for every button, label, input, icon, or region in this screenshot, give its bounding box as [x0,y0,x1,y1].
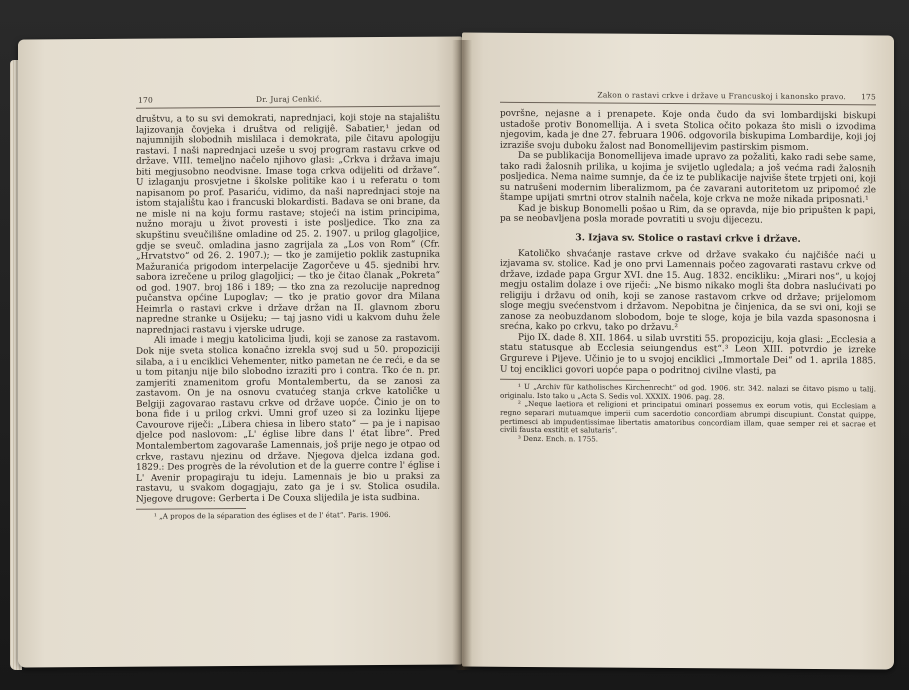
right-paragraph-3: Kad je biskup Bonomelli pošao u Rim, da se opravda, nije bio pripušten k papi, pa se neobavljena posla morade povratiti u svoju dijecezu. [500,203,876,227]
right-running-head [500,90,876,102]
right-footnote-1: ¹ U „Archiv für katholisches Kirchenrecht“ od god. 1906. str. 342. nalazi se čitavo pismo u talij. originalu. Isto tako u „Acta S. Sedis vol. XXXIX. 1906. pag. 28. [500,382,876,402]
left-body-text [136,113,440,522]
right-footnote-3: ³ Denz. Ench. n. 1755. [518,433,598,444]
book-gutter [452,40,472,670]
right-paragraph-2: Da se publikacija Bonomellijeva imade upravo za požaliti, kako radi sebe same, tako radi žalosnih prilika, u kojima je svijetlo ugledala; a još većma radi žalosnih posljedica. Nema naime sumnje, da će iz te publikacije najviše štete trpjeti oni, koji su natrušeni modernim liberalizmom, pa će zavarani autoritetom uz pripomoć zle štampe upijati smrtni otrov stalnih načela, koje crkva ne može nikada priposnati.¹ [500,151,876,206]
left-page [18,36,462,667]
left-head-rule [136,106,440,109]
left-running-title: Dr. Juraj Cenkić. [256,94,323,104]
left-page-number: 170 [138,95,153,105]
section-heading: 3. Izjava sv. Stolice o rastavi crkve i države. [575,232,801,245]
left-paragraph-2: Ali imade i megju katolicima ljudi, koji se zanose za rastavom. Dok nije sveta stolica konačno izrekla svoj sud u 50. propoziciji silaba, a i u enciklici Vehementer, nitko pametan ne će reći, e da se u tom pitanju nije bilo slobodno izraziti pro i contra. Tko će n. pr. zamjeriti znamenitom grofu Montalembertu, da se zanosi za zastavom. On je na osnovu cvatućeg stanja crkve katoličke u Belgiji zagovarao rastavu crkve od države uopće. Činio je on to bona fide i u prilog crkvi. Umni grof uzeo si za lozinku lijepe Cavourove riječi: „Libera chiesa in libero stato“ — pa je i napisao djelce pod naslovom: „L' église libre dans l' état libre“. Pred Montalembertom zagovaraše Lamennais, još prije nego je otpao od crkve, rastavu njezinu od države. Njegova djelca izdana god. 1829.: Des progrès de la révolution et de la guerre contre l' église i L' Avenir propagiraju tu ideju. Lamennais je bio u praksi za rastavu, u svakom dogagjaju, zato ga je i sv. Stolica osudila. Njegove drugove: Gerberta i De Couxa slijedila je ista sudbina. [136,334,440,505]
right-body-text [500,109,876,446]
right-page [462,32,894,669]
right-page-number: 175 [861,92,876,102]
right-paragraph-5: Pijo IX. dade 8. XII. 1864. u silab uvrstiti 55. propoziciju, koja glasi: „Ecclesia a statu statusque ab Ecclesia seiungendus est“.³ Leon XIII. potvrdio je izreke Grgureve i Pijeve. Učinio je to u svojoj enciklici „Immortale Dei“ od 1. aprila 1885. U toj enciklici govori uopće papa o podritnoj civilne vlasti, pa [500,332,876,377]
right-footnote-rule [500,379,650,381]
right-paragraph-4: Katoličko shvaćanje rastave crkve od države svakako ću najčišće naći u izjavama sv. stolice. Kad je ono prvi Lamennais počeo zagovarati rastavu crkve od države, izdade papa Grgur XVI. dne 15. Aug. 1832. encikliku: „Mirari nos“, u kojoj megju ostalim dolaze i ove riječi: „Ne bismo nikako mogli šta dobra naslućivati po religiju i državu od onih, koji se zanose rastavom crkve od države; prijelomom sloge megju svećenstvom i državom. Nepobitna je činjenica, da se svi oni, koji se zanose za neobuzdanom slobodom, boje te sloge, koja je bila vazda spasonosna i srećna, kako po crkvu, tako po državu.² [500,248,876,334]
right-running-title: Zakon o rastavi crkve i države u Francuskoj i kanonsko pravo. [597,90,846,102]
right-head-rule [500,102,876,106]
left-paragraph-1: društvu, a to su svi demokrati, naprednjaci, koji stoje na stajalištu lajizovanja čovjeka i društva od religijê. Sabatier,¹ jedan od najumnijih slobodnih mislilaca i demokrata, pile čitavu apologiju rastavi. I naši naprednjaci uzeše u svoj program rastavu crkve od države. VIII. temeljno načelo njihovo glasi: „Crkva i država imaju biti megjusobno neodvisne. Imase toga crkva odijeliti od države“. U izlaganju prosvjetne i školske politike kao i u referatu o tom napisanom po prof. Pasariću, vidimo, da naši naprednjaci stoje na istom stajalištu kao i francuski blokardisti. Badava se oni brane, da ne misle ni na koju formu rastave; stojeći na istim principima, nužno moraju u život provesti i iste posljedice. Tko zna za skupštinu sveučilišne omladine od 25. 2. 1907. u prilog glagoljice, gdje se sveuč. omladina jasno zagrijala za „Los von Rom“ (Cfr. „Hrvatstvo“ od 26. 2. 1907.); — tko je zamijetio poklik zastupnika Mažuranića prigodom interpelacije Zagorčeve u 45. sjednibi hrv. sabora izrečene u prilog glagoljici; — tko je čitao članak „Pokreta“ od god. 1907. broj 186 i 189; — tko zna za rezolucije naprednog pučanstva općine Lupoglav; — tko je pratio govor dra Milana Heimrla o rastavi crkve i države držan na II. glavnom zboru napredne stranke u Osijeku; — taj jasno vidi u kakvom duhu žele naprednjaci rastavu i vjerske udruge. [136,112,440,336]
left-running-head [138,94,440,105]
right-footnote-2: ² „Neque laetiora et religioni et principatui ominari possemus ex eorum votis, qui Ecclesiam a regno separari mutuamque imperii cum sacerdotio concordiam abrumpi discupiunt. Constat quippe, pertimesci ab impudentissimae libertatis amatoribus concordiam illam, quae semper rei et sacrae et civili fausta exstitit et salutaris“. [500,399,876,435]
left-footnote-1: ¹ „A propos de la séparation des églises et de l' état“. Paris. 1906. [154,510,391,521]
right-paragraph-1: površne, nejasne a i prenapete. Koje onda čudo da svi lombardijski biskupi ustadoše protiv Bonomellija. A i sveta Stolica očito pokaza što misli o izvodima njegovim, kada je dne 27. februara 1906. odgovorila biskupima Lombardije, koji joj izraziše svoju duboku žalost nad Bonomellijevim pastirskim pismom. [500,108,876,153]
left-footnote-rule [136,508,246,510]
